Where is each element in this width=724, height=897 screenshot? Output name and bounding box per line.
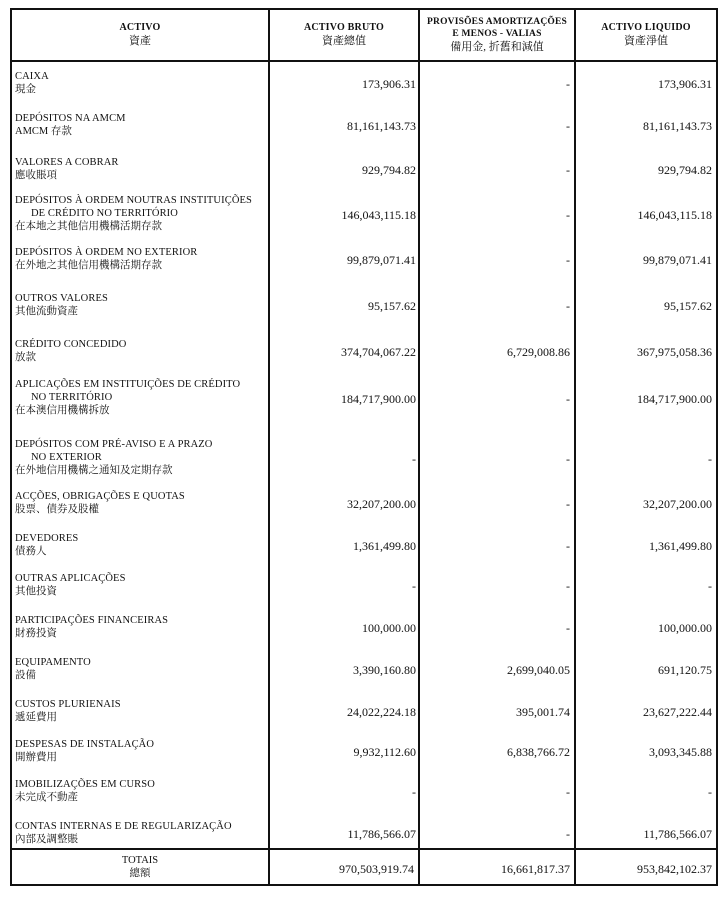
table-row bbox=[12, 698, 716, 738]
table-row bbox=[12, 378, 716, 418]
row-label bbox=[15, 156, 265, 182]
row-activo-bruto: 81,161,143.73 bbox=[347, 119, 416, 133]
row-activo-liquido: - bbox=[708, 579, 712, 593]
row-provisoes: - bbox=[566, 827, 570, 841]
row-label-zh: 現金 bbox=[15, 84, 36, 95]
row-label bbox=[15, 698, 265, 724]
table-row bbox=[12, 438, 716, 478]
row-label-zh: 放款 bbox=[15, 352, 36, 363]
row-label-pt: VALORES A COBRAR bbox=[15, 157, 119, 168]
row-label-zh: 在外地信用機構之通知及定期存款 bbox=[15, 465, 173, 476]
row-provisoes: - bbox=[566, 391, 570, 406]
row-label bbox=[15, 70, 265, 96]
row-label-pt: ACÇÕES, OBRIGAÇÕES E QUOTAS bbox=[15, 491, 185, 502]
row-label-pt: DEPÓSITOS À ORDEM NOUTRAS INSTITUIÇÕES bbox=[15, 195, 252, 206]
row-label bbox=[15, 194, 265, 233]
row-activo-liquido: - bbox=[708, 451, 712, 466]
row-label bbox=[15, 490, 265, 516]
row-provisoes: - bbox=[566, 497, 570, 511]
totals-row bbox=[12, 852, 716, 884]
row-label-pt-continued: NO EXTERIOR bbox=[31, 452, 102, 463]
header-provisoes-zh: 備用金, 折舊和減值 bbox=[450, 41, 544, 53]
row-provisoes: - bbox=[566, 621, 570, 635]
row-activo-liquido: 100,000.00 bbox=[658, 621, 712, 635]
row-activo-liquido: 691,120.75 bbox=[658, 663, 712, 677]
row-activo-liquido: 81,161,143.73 bbox=[643, 119, 712, 133]
row-label bbox=[15, 246, 265, 272]
totals-label-pt: TOTAIS bbox=[121, 855, 159, 866]
row-label-pt: DEPÓSITOS COM PRÉ-AVISO E A PRAZO bbox=[15, 439, 213, 450]
row-activo-liquido: 173,906.31 bbox=[658, 77, 712, 91]
row-label-pt-continued: DE CRÉDITO NO TERRITÓRIO bbox=[31, 208, 178, 219]
row-label bbox=[15, 656, 265, 682]
header-bruto-zh: 資產總值 bbox=[322, 35, 366, 47]
row-provisoes: 2,699,040.05 bbox=[507, 663, 570, 677]
table-row bbox=[12, 738, 716, 778]
table-row bbox=[12, 656, 716, 696]
row-label-pt: DEPÓSITOS NA AMCM bbox=[15, 113, 126, 124]
header-activo-liquido bbox=[576, 10, 716, 60]
row-label-zh: 遞延費用 bbox=[15, 712, 57, 723]
header-provisoes-pt: PROVISÕES AMORTIZAÇÕES bbox=[427, 17, 567, 27]
row-label-zh: 內部及調整賬 bbox=[15, 834, 78, 845]
header-liquido-zh: 資產淨值 bbox=[624, 35, 668, 47]
table-row bbox=[12, 70, 716, 110]
row-activo-bruto: 1,361,499.80 bbox=[353, 539, 416, 553]
row-label bbox=[15, 738, 265, 764]
row-activo-liquido: 11,786,566.07 bbox=[643, 827, 712, 841]
header-provisoes-pt2: E MENOS - VALIAS bbox=[452, 29, 542, 39]
row-label-pt: PARTICIPAÇÕES FINANCEIRAS bbox=[15, 615, 169, 626]
totals-provisoes: 16,661,817.37 bbox=[501, 862, 570, 876]
row-activo-liquido: 3,093,345.88 bbox=[649, 745, 712, 759]
row-activo-liquido: 367,975,058.36 bbox=[637, 345, 712, 359]
row-activo-bruto: - bbox=[412, 451, 416, 466]
table-row bbox=[12, 490, 716, 530]
row-activo-bruto: 173,906.31 bbox=[362, 77, 416, 91]
row-label-pt: IMOBILIZAÇÕES EM CURSO bbox=[15, 779, 155, 790]
row-label-zh: 未完成不動產 bbox=[15, 792, 78, 803]
row-provisoes: - bbox=[566, 299, 570, 313]
row-label-zh: AMCM 存款 bbox=[15, 126, 72, 137]
row-activo-bruto: - bbox=[412, 785, 416, 799]
row-label-zh: 在外地之其他信用機構活期存款 bbox=[15, 260, 162, 271]
header-bruto-pt: ACTIVO BRUTO bbox=[303, 22, 385, 33]
row-provisoes: - bbox=[566, 579, 570, 593]
row-provisoes: - bbox=[566, 77, 570, 91]
row-label-zh: 設備 bbox=[15, 670, 36, 681]
table-row bbox=[12, 614, 716, 654]
row-label-zh: 財務投資 bbox=[15, 628, 57, 639]
row-label-zh: 其他投資 bbox=[15, 586, 57, 597]
row-label-zh: 債務人 bbox=[15, 546, 47, 557]
row-provisoes: 6,729,008.86 bbox=[507, 345, 570, 359]
row-activo-bruto: - bbox=[412, 579, 416, 593]
row-activo-bruto: 929,794.82 bbox=[362, 163, 416, 177]
table-row bbox=[12, 194, 716, 234]
row-label bbox=[15, 778, 265, 804]
totals-label bbox=[12, 854, 268, 880]
row-label-pt-continued: NO TERRITÓRIO bbox=[31, 392, 113, 403]
row-label-pt: DESPESAS DE INSTALAÇÃO bbox=[15, 739, 155, 750]
row-label bbox=[15, 338, 265, 364]
row-label bbox=[15, 532, 265, 558]
row-provisoes: - bbox=[566, 119, 570, 133]
row-label-pt: CAIXA bbox=[15, 71, 49, 82]
row-label-pt: EQUIPAMENTO bbox=[15, 657, 91, 668]
row-activo-bruto: 99,879,071.41 bbox=[347, 253, 416, 267]
row-activo-liquido: 146,043,115.18 bbox=[637, 207, 712, 222]
table-row bbox=[12, 338, 716, 378]
row-activo-bruto: 95,157.62 bbox=[368, 299, 416, 313]
row-activo-bruto: 3,390,160.80 bbox=[353, 663, 416, 677]
row-label-zh: 在本澳信用機構拆放 bbox=[15, 405, 110, 416]
table-row bbox=[12, 778, 716, 818]
row-activo-liquido: 99,879,071.41 bbox=[643, 253, 712, 267]
row-label-zh: 應收賬項 bbox=[15, 170, 57, 181]
row-activo-bruto: 146,043,115.18 bbox=[341, 207, 416, 222]
row-provisoes: - bbox=[566, 451, 570, 466]
row-label-pt: OUTROS VALORES bbox=[15, 293, 108, 304]
row-label bbox=[15, 378, 265, 417]
row-label bbox=[15, 614, 265, 640]
row-activo-bruto: 100,000.00 bbox=[362, 621, 416, 635]
row-label-zh: 股票、債券及股權 bbox=[15, 504, 99, 515]
row-label-zh: 開辦費用 bbox=[15, 752, 57, 763]
table-row bbox=[12, 572, 716, 612]
totals-label-zh: 總額 bbox=[129, 868, 151, 879]
header-activo-bruto bbox=[270, 10, 418, 60]
balance-sheet-table bbox=[10, 8, 718, 886]
row-label bbox=[15, 820, 265, 846]
table-row bbox=[12, 246, 716, 286]
row-label-pt: CONTAS INTERNAS E DE REGULARIZAÇÃO bbox=[15, 821, 232, 832]
row-label-pt: DEVEDORES bbox=[15, 533, 79, 544]
row-label-pt: CRÉDITO CONCEDIDO bbox=[15, 339, 127, 350]
row-label-pt: CUSTOS PLURIENAIS bbox=[15, 699, 121, 710]
row-activo-bruto: 9,932,112.60 bbox=[353, 745, 416, 759]
row-activo-liquido: 23,627,222.44 bbox=[643, 705, 712, 719]
row-activo-bruto: 11,786,566.07 bbox=[347, 827, 416, 841]
row-provisoes: - bbox=[566, 253, 570, 267]
header-activo-pt: ACTIVO bbox=[119, 22, 161, 33]
header-divider bbox=[12, 60, 716, 62]
row-activo-liquido: 95,157.62 bbox=[664, 299, 712, 313]
header-activo bbox=[12, 10, 268, 60]
row-activo-liquido: 1,361,499.80 bbox=[649, 539, 712, 553]
row-provisoes: 395,001.74 bbox=[516, 705, 570, 719]
row-label bbox=[15, 112, 265, 138]
header-activo-zh: 資產 bbox=[129, 35, 151, 47]
header-provisoes bbox=[420, 10, 574, 60]
row-activo-liquido: - bbox=[708, 785, 712, 799]
row-label-pt: OUTRAS APLICAÇÕES bbox=[15, 573, 126, 584]
row-activo-bruto: 374,704,067.22 bbox=[341, 345, 416, 359]
row-label-pt: DEPÓSITOS À ORDEM NO EXTERIOR bbox=[15, 247, 198, 258]
header-liquido-pt: ACTIVO LIQUIDO bbox=[601, 22, 691, 33]
row-label bbox=[15, 292, 265, 318]
row-provisoes: - bbox=[566, 163, 570, 177]
row-provisoes: - bbox=[566, 539, 570, 553]
row-activo-bruto: 24,022,224.18 bbox=[347, 705, 416, 719]
table-row bbox=[12, 156, 716, 196]
totals-liquido: 953,842,102.37 bbox=[637, 862, 712, 876]
row-label-zh: 其他流動資產 bbox=[15, 306, 78, 317]
row-activo-liquido: 32,207,200.00 bbox=[643, 497, 712, 511]
table-row bbox=[12, 532, 716, 572]
row-label-zh: 在本地之其他信用機構活期存款 bbox=[15, 221, 162, 232]
row-provisoes: 6,838,766.72 bbox=[507, 745, 570, 759]
row-label-pt: APLICAÇÕES EM INSTITUIÇÕES DE CRÉDITO bbox=[15, 379, 241, 390]
table-row bbox=[12, 112, 716, 152]
row-activo-bruto: 184,717,900.00 bbox=[341, 391, 416, 406]
row-activo-liquido: 184,717,900.00 bbox=[637, 391, 712, 406]
row-label bbox=[15, 438, 265, 477]
row-activo-bruto: 32,207,200.00 bbox=[347, 497, 416, 511]
row-provisoes: - bbox=[566, 207, 570, 222]
row-provisoes: - bbox=[566, 785, 570, 799]
totals-bruto: 970,503,919.74 bbox=[339, 862, 414, 876]
row-activo-liquido: 929,794.82 bbox=[658, 163, 712, 177]
row-label bbox=[15, 572, 265, 598]
table-row bbox=[12, 292, 716, 332]
